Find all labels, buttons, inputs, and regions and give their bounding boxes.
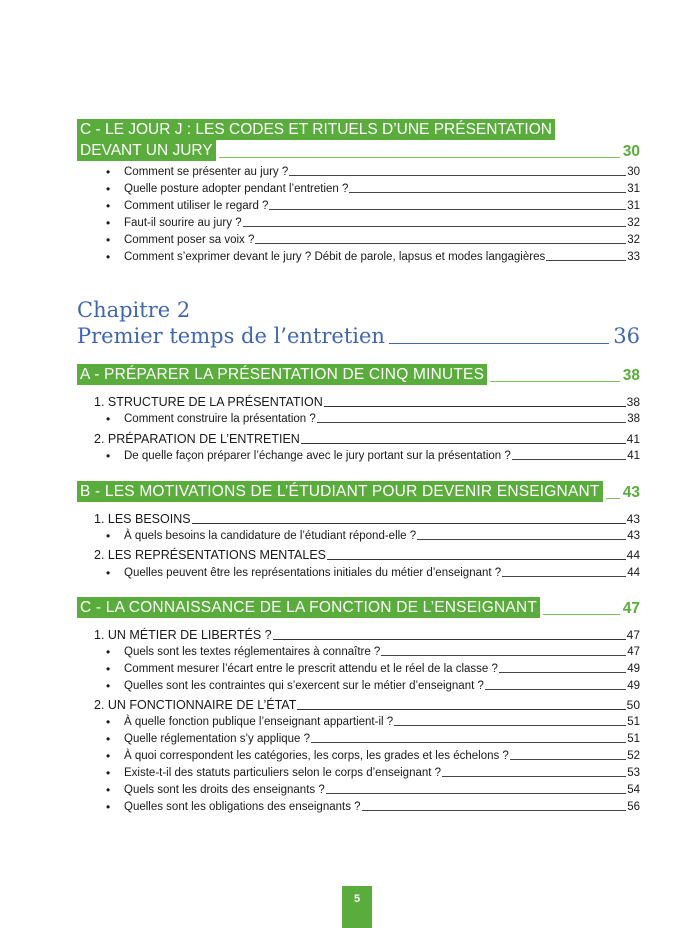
toc-item[interactable]: • Faut-il sourire au jury ? 32 [106, 216, 640, 230]
bullet-icon: • [106, 449, 111, 463]
section-title: A - PRÉPARER LA PRÉSENTATION DE CINQ MINUTES [77, 364, 487, 385]
bullet-icon: • [106, 766, 111, 780]
bullet-icon: • [106, 233, 111, 247]
toc-item[interactable]: • Quelle réglementation s’y applique ? 51 [106, 732, 640, 746]
toc-subsection[interactable]: 1. UN MÉTIER DE LIBERTÉS ? 47 [94, 628, 640, 642]
toc-item[interactable]: • Quels sont les droits des enseignants ? 54 [106, 783, 640, 797]
bullet-icon: • [106, 412, 111, 426]
section-title-line1: C - LE JOUR J : LES CODES ET RITUELS D’UNE PRÉSENTATION [77, 119, 555, 140]
bullet-icon: • [106, 529, 111, 543]
toc-item[interactable]: • Quelles peuvent être les représentations initiales du métier d’enseignant ? 44 [106, 566, 640, 580]
toc-section-c-connaissance[interactable] [77, 597, 640, 618]
bullet-icon: • [106, 662, 111, 676]
toc-section-b[interactable] [77, 481, 640, 502]
bullet-icon: • [106, 216, 111, 230]
bullet-icon: • [106, 165, 111, 179]
chapter-title: Premier temps de l’entretien [77, 324, 385, 348]
dot-leader [606, 497, 620, 499]
toc-subsection[interactable]: 2. PRÉPARATION DE L’ENTRETIEN 41 [94, 432, 640, 446]
toc-item[interactable]: • De quelle façon préparer l’échange avec le jury portant sur la présentation ? 41 [106, 449, 640, 463]
toc-item[interactable]: • Existe-t-il des statuts particuliers selon le corps d’enseignant ? 53 [106, 766, 640, 780]
toc-subsection[interactable]: 1. LES BESOINS 43 [94, 512, 640, 526]
toc-subsection[interactable]: 2. LES REPRÉSENTATIONS MENTALES 44 [94, 548, 640, 562]
bullet-icon: • [106, 566, 111, 580]
toc-item[interactable]: • À quels besoins la candidature de l’étudiant répond-elle ? 43 [106, 529, 640, 543]
toc-chapter-2[interactable] [77, 298, 640, 350]
toc-item[interactable]: • À quoi correspondent les catégories, les corps, les grades et les échelons ? 52 [106, 749, 640, 763]
toc-section-a[interactable] [77, 364, 640, 385]
section-page-number: 43 [622, 484, 640, 501]
toc-section-c-jour-j[interactable] [77, 119, 640, 161]
chapter-number: Chapitre 2 [77, 298, 191, 322]
bullet-icon: • [106, 715, 111, 729]
dot-leader [389, 343, 609, 344]
section-page-number: 30 [622, 143, 640, 160]
section-title-line2: DEVANT UN JURY [77, 140, 216, 161]
toc-item[interactable]: • Comment construire la présentation ? 38 [106, 412, 640, 426]
section-page-number: 47 [622, 600, 640, 617]
toc-item[interactable]: • Comment se présenter au jury ? 30 [106, 165, 640, 179]
bullet-icon: • [106, 182, 111, 196]
toc-item[interactable]: • Comment poser sa voix ? 32 [106, 233, 640, 247]
section-title: B - LES MOTIVATIONS DE L’ÉTUDIANT POUR DEVENIR ENSEIGNANT [77, 481, 603, 502]
dot-leader [543, 613, 620, 615]
section-title: C - LA CONNAISSANCE DE LA FONCTION DE L’ENSEIGNANT [77, 597, 540, 618]
chapter-page-number: 36 [613, 324, 640, 348]
bullet-icon: • [106, 783, 111, 797]
toc-item[interactable]: • Quelles sont les obligations des enseignants ? 56 [106, 800, 640, 814]
toc-item[interactable]: • Comment utiliser le regard ? 31 [106, 199, 640, 213]
toc-item[interactable]: • Quelles sont les contraintes qui s’exercent sur le métier d’enseignant ? 49 [106, 679, 640, 693]
toc-item[interactable]: • Quels sont les textes réglementaires à connaître ? 47 [106, 645, 640, 659]
bullet-icon: • [106, 800, 111, 814]
toc-subsection[interactable]: 1. STRUCTURE DE LA PRÉSENTATION 38 [94, 395, 640, 409]
bullet-icon: • [106, 199, 111, 213]
bullet-icon: • [106, 749, 111, 763]
bullet-icon: • [106, 732, 111, 746]
toc-subsection[interactable]: 2. UN FONCTIONNAIRE DE L’ÉTAT 50 [94, 698, 640, 712]
bullet-icon: • [106, 645, 111, 659]
toc-item[interactable]: • À quelle fonction publique l’enseignant appartient-il ? 51 [106, 715, 640, 729]
toc-item[interactable]: • Quelle posture adopter pendant l’entretien ? 31 [106, 182, 640, 196]
page-number-tab [342, 886, 372, 928]
dot-leader [490, 380, 620, 382]
toc-item[interactable]: • Comment mesurer l’écart entre le prescrit attendu et le réel de la classe ? 49 [106, 662, 640, 676]
toc-item[interactable]: • Comment s’exprimer devant le jury ? Débit de parole, lapsus et modes langagières 33 [106, 250, 640, 264]
bullet-icon: • [106, 250, 111, 264]
dot-leader [219, 157, 620, 158]
section-page-number: 38 [622, 367, 640, 384]
bullet-icon: • [106, 679, 111, 693]
page-number: 5 [353, 893, 361, 905]
